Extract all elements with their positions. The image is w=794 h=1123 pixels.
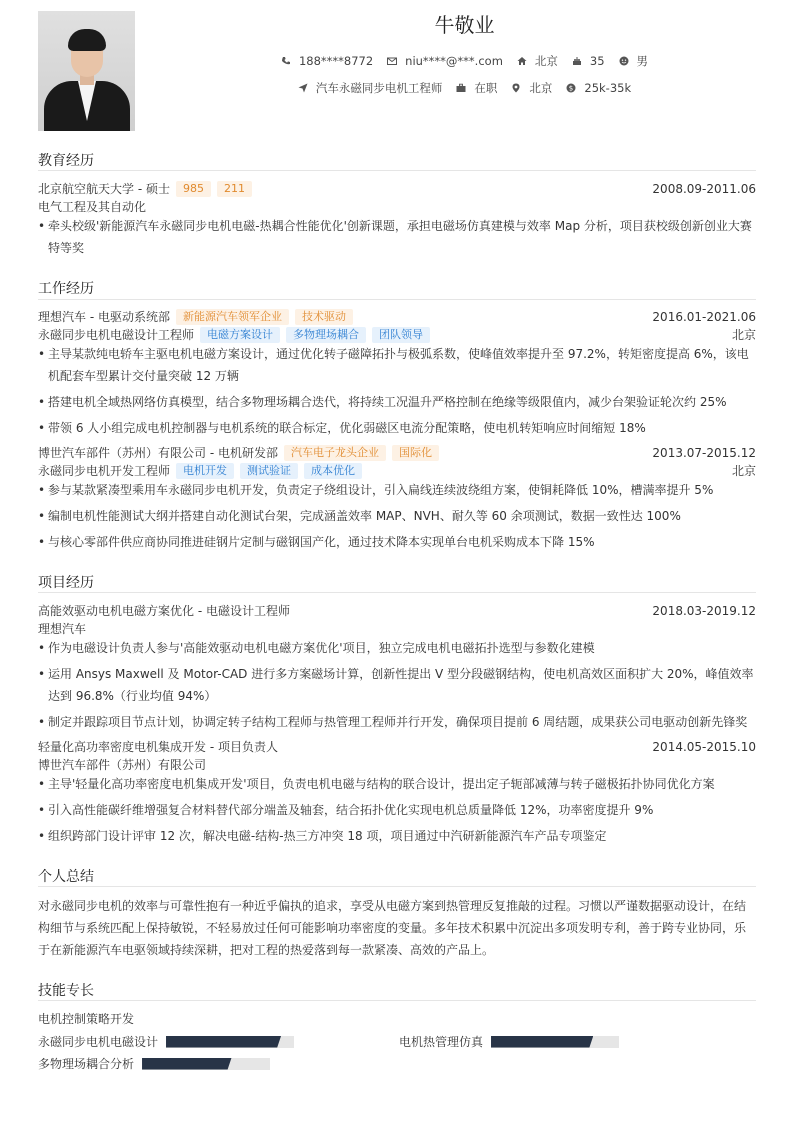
send-icon bbox=[298, 83, 308, 93]
skill-item bbox=[38, 1055, 270, 1072]
project-title-row bbox=[38, 602, 756, 619]
school-name: 北京航空航天大学 - 硕士 bbox=[38, 182, 170, 196]
project-org-row bbox=[38, 620, 756, 637]
company-name: 博世汽车部件（苏州）有限公司 - 电机研发部 bbox=[38, 446, 278, 460]
section-divider bbox=[38, 170, 756, 171]
education-period: 2008.09-2011.06 bbox=[652, 181, 756, 196]
education-header bbox=[38, 180, 756, 197]
skills-heading: 电机控制策略开发 bbox=[38, 1012, 135, 1026]
work-period: 2016.01-2021.06 bbox=[652, 309, 756, 324]
status-info bbox=[456, 80, 497, 96]
skill-item bbox=[38, 1033, 294, 1050]
target-position-info bbox=[298, 80, 443, 96]
skill-item bbox=[399, 1033, 619, 1050]
education-major-row bbox=[38, 198, 756, 215]
project-bullet: • 引入高性能碳纤维增强复合材料替代部分端盖及轴套，结合拓扑优化实现电机总质量降低 12%，功率密度提升 9% bbox=[38, 799, 756, 821]
phone-info bbox=[281, 54, 373, 68]
skill-name: 多物理场耦合分析 bbox=[38, 1057, 135, 1071]
project-org: 理想汽车 bbox=[38, 622, 87, 636]
job-intent-row bbox=[135, 80, 794, 96]
work-bullet: • 搭建电机全域热网络仿真模型，结合多物理场耦合迭代，将持续工况温升严格控制在绝缘等级限值内，减少台架验证轮次约 25% bbox=[38, 391, 756, 413]
skill-bar-fill bbox=[142, 1058, 232, 1070]
gender-value: 男 bbox=[636, 54, 649, 68]
section-divider bbox=[38, 299, 756, 300]
work-bullet: • 编制电机性能测试大纲并搭建自动化测试台架，完成涵盖效率 MAP、NVH、耐久等 60 余项测试，数据一致性达 100% bbox=[38, 505, 756, 527]
role-tag: 团队领导 bbox=[372, 327, 430, 343]
work-role-row bbox=[38, 462, 756, 479]
work-location: 北京 bbox=[731, 328, 756, 342]
contact-row bbox=[135, 53, 794, 69]
money-icon bbox=[566, 83, 576, 93]
major-name: 电气工程及其自动化 bbox=[38, 200, 147, 214]
skill-bar bbox=[166, 1036, 294, 1048]
phone-value: 188****8772 bbox=[298, 54, 374, 68]
skill-name: 永磁同步电机电磁设计 bbox=[38, 1035, 159, 1049]
work-company-row bbox=[38, 308, 756, 325]
role-tag: 电磁方案设计 bbox=[200, 327, 280, 343]
skills-heading-row bbox=[38, 1010, 756, 1027]
company-tag: 技术驱动 bbox=[295, 309, 353, 325]
role-name: 永磁同步电机开发工程师 bbox=[38, 464, 171, 478]
school-tag: 211 bbox=[217, 181, 252, 197]
target-city-value: 北京 bbox=[529, 81, 553, 95]
age-value: 35 bbox=[589, 54, 605, 68]
city-info bbox=[517, 53, 558, 69]
target-city-info bbox=[511, 80, 552, 96]
project-period: 2018.03-2019.12 bbox=[652, 603, 756, 618]
city-value: 北京 bbox=[534, 54, 558, 68]
work-bullet: • 带领 6 人小组完成电机控制器与电机系统的联合标定，优化弱磁区电流分配策略，使电机转矩响应时间缩短 18% bbox=[38, 417, 756, 439]
project-bullet: • 运用 Ansys Maxwell 及 Motor-CAD 进行多方案磁场计算，创新性提出 V 型分段磁钢结构，使电机高效区面积扩大 20%，峰值效率达到 96.8%（行业均值 94%） bbox=[38, 663, 756, 707]
education-section-title: 教育经历 bbox=[38, 153, 94, 169]
age-info bbox=[572, 54, 605, 68]
summary-text: 对永磁同步电机的效率与可靠性抱有一种近乎偏执的追求，享受从电磁方案到热管理反复推敲的过程。习惯以严谨数据驱动设计，在结构细节与系统匹配上保持敏锐，不轻易放过任何可能影响功率密度的变量。多年技术积累中沉淀出多项发明专利，善于跨专业协同，乐于在新能源汽车电驱领域持续深耕，把对工程的热爱落到每一款紧凑、高效的产品上。 bbox=[38, 899, 747, 957]
company-name: 理想汽车 - 电驱动系统部 bbox=[38, 310, 170, 324]
work-bullet: • 参与某款紧凑型乘用车永磁同步电机开发，负责定子绕组设计，引入扁线连续波绕组方案，使铜耗降低 10%，槽满率提升 5% bbox=[38, 479, 756, 501]
skill-bar-fill bbox=[491, 1036, 593, 1048]
project-title: 高能效驱动电机电磁方案优化 - 电磁设计工程师 bbox=[38, 604, 290, 618]
work-role-row bbox=[38, 326, 756, 343]
role-tag: 多物理场耦合 bbox=[286, 327, 366, 343]
school-tag: 985 bbox=[176, 181, 211, 197]
phone-icon bbox=[281, 56, 291, 66]
skill-bar bbox=[142, 1058, 270, 1070]
project-title: 轻量化高功率密度电机集成开发 - 项目负责人 bbox=[38, 740, 278, 754]
project-period: 2014.05-2015.10 bbox=[652, 739, 756, 754]
section-divider bbox=[38, 592, 756, 593]
work-company-row bbox=[38, 444, 756, 461]
work-location: 北京 bbox=[731, 464, 756, 478]
status-value: 在职 bbox=[474, 81, 498, 95]
svg-text:$: $ bbox=[569, 84, 574, 93]
summary-section-title: 个人总结 bbox=[38, 869, 94, 885]
role-tag: 成本优化 bbox=[304, 463, 362, 479]
skill-name: 电机热管理仿真 bbox=[399, 1035, 484, 1049]
work-bullet: • 与核心零部件供应商协同推进硅钢片定制与磁钢国产化，通过技术降本实现单台电机采购成本下降 15% bbox=[38, 531, 756, 553]
company-tag: 国际化 bbox=[392, 445, 439, 461]
project-bullet: • 制定并跟踪项目节点计划，协调定转子结构工程师与热管理工程师并行开发，确保项目提前 6 周结题，成果获公司电驱动创新先锋奖 bbox=[38, 711, 756, 733]
location-pin-icon bbox=[511, 83, 521, 93]
company-tag: 汽车电子龙头企业 bbox=[284, 445, 386, 461]
project-bullet: • 主导'轻量化高功率密度电机集成开发'项目，负责电机电磁与结构的联合设计，提出定子轭部减薄与转子磁极拓扑协同优化方案 bbox=[38, 773, 756, 795]
project-org: 博世汽车部件（苏州）有限公司 bbox=[38, 758, 207, 772]
projects-section-title: 项目经历 bbox=[38, 575, 94, 591]
briefcase-icon bbox=[456, 83, 466, 93]
gender-info bbox=[619, 53, 649, 69]
section-divider bbox=[38, 886, 756, 887]
home-icon bbox=[517, 56, 527, 66]
project-title-row bbox=[38, 738, 756, 755]
skill-bar-fill bbox=[166, 1036, 281, 1048]
skills-section-title: 技能专长 bbox=[38, 983, 94, 999]
section-divider bbox=[38, 1000, 756, 1001]
target-position-value: 汽车永磁同步电机工程师 bbox=[315, 81, 443, 95]
project-bullet: • 作为电磁设计负责人参与'高能效驱动电机电磁方案优化'项目，独立完成电机电磁拓扑选型与参数化建模 bbox=[38, 637, 756, 659]
work-bullet: • 主导某款纯电轿车主驱电机电磁方案设计，通过优化转子磁障拓扑与极弧系数，使峰值效率提升至 97.2%，转矩密度提高 6%，该电机配套车型累计交付量突破 12 万辆 bbox=[38, 343, 756, 387]
cake-icon bbox=[572, 56, 582, 66]
person-icon bbox=[619, 56, 629, 66]
project-org-row bbox=[38, 756, 756, 773]
company-tag: 新能源汽车领军企业 bbox=[176, 309, 289, 325]
education-bullet: • 牵头校级'新能源汽车永磁同步电机电磁-热耦合性能优化'创新课题，承担电磁场仿真建模与效率 Map 分析，项目获校级创新创业大赛特等奖 bbox=[38, 215, 756, 259]
salary-value: 25k-35k bbox=[584, 81, 632, 95]
work-section-title: 工作经历 bbox=[38, 281, 94, 297]
role-tag: 电机开发 bbox=[176, 463, 234, 479]
salary-info bbox=[566, 81, 631, 95]
work-period: 2013.07-2015.12 bbox=[652, 445, 756, 460]
email-value: niu****@***.com bbox=[405, 54, 503, 68]
project-bullet: • 组织跨部门设计评审 12 次，解决电磁-结构-热三方冲突 18 项，项目通过中汽研新能源汽车产品专项鉴定 bbox=[38, 825, 756, 847]
role-tag: 测试验证 bbox=[240, 463, 298, 479]
email-info bbox=[387, 54, 503, 68]
skill-bar bbox=[491, 1036, 619, 1048]
candidate-name: 牛敬业 bbox=[434, 13, 495, 37]
profile-photo bbox=[38, 11, 135, 131]
mail-icon bbox=[387, 56, 397, 66]
role-name: 永磁同步电机电磁设计工程师 bbox=[38, 328, 195, 342]
